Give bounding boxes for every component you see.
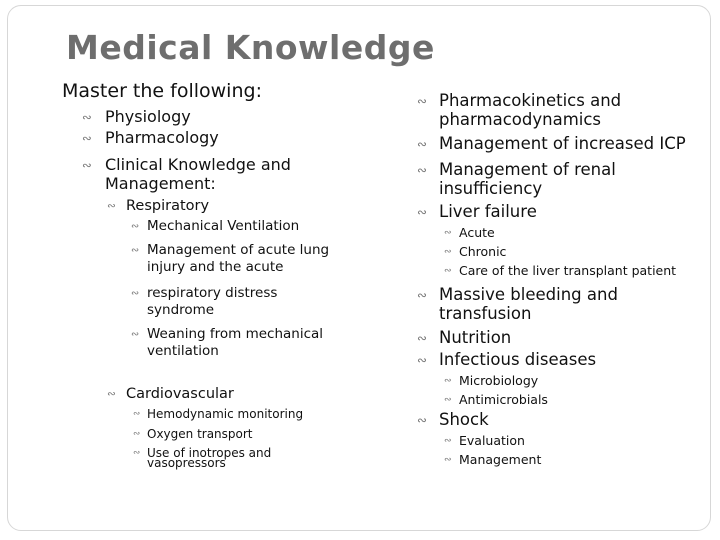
item-text: respiratory distress <box>147 285 278 301</box>
item-text-cont: insufficiency <box>439 178 543 198</box>
item-text: Acute <box>459 225 495 240</box>
item-text: Management of renal <box>439 160 616 179</box>
item-text-cont: syndrome <box>147 301 215 318</box>
bullet-item-massive-bleeding <box>417 285 618 323</box>
item-text-cont: Management: <box>105 174 216 193</box>
bullet-icon: ∾ <box>417 352 427 367</box>
bullet-icon: ∾ <box>133 447 141 458</box>
bullet-icon: ∾ <box>417 287 427 302</box>
bullet-item-chronic <box>444 244 507 259</box>
bullet-icon: ∾ <box>444 375 452 386</box>
item-text: Hemodynamic monitoring <box>147 407 304 421</box>
bullet-item-nutrition <box>417 328 512 347</box>
bullet-icon: ∾ <box>444 454 452 465</box>
bullet-icon: ∾ <box>444 435 452 446</box>
slide-title: Medical Knowledge <box>66 28 435 67</box>
bullet-icon: ∾ <box>107 200 116 213</box>
bullet-icon: ∾ <box>107 388 116 401</box>
bullet-icon: ∾ <box>417 204 427 219</box>
bullet-item-hemodynamic <box>133 407 304 421</box>
item-text-cont: pharmacodynamics <box>439 109 602 129</box>
bullet-item-antimicrobials <box>444 392 548 407</box>
bullet-item-mechanical-ventilation <box>131 218 300 234</box>
item-text: Infectious diseases <box>439 350 597 369</box>
item-text: Management <box>459 452 542 467</box>
bullet-icon: ∾ <box>444 265 452 276</box>
bullet-item-cardiovascular <box>107 386 234 402</box>
bullet-icon: ∾ <box>82 130 92 145</box>
bullet-item-oxygen-transport <box>133 427 253 441</box>
bullet-icon: ∾ <box>82 109 92 124</box>
item-text: Weaning from mechanical <box>147 326 324 342</box>
bullet-icon: ∾ <box>444 246 452 257</box>
item-text: Liver failure <box>439 202 537 221</box>
item-text-cont: vasopressors <box>147 456 226 470</box>
bullet-icon: ∾ <box>131 221 140 233</box>
bullet-icon: ∾ <box>417 136 427 151</box>
item-text: Microbiology <box>459 373 539 388</box>
item-text: Management of increased ICP <box>439 134 686 153</box>
item-text: Oxygen transport <box>147 427 253 441</box>
item-text: Physiology <box>105 107 191 126</box>
bullet-item-microbiology <box>444 373 539 388</box>
bullet-item-management <box>444 452 542 467</box>
item-text: Clinical Knowledge and <box>105 155 291 174</box>
bullet-icon: ∾ <box>131 329 140 341</box>
bullet-icon: ∾ <box>444 394 452 405</box>
bullet-icon: ∾ <box>417 162 427 177</box>
bullet-icon: ∾ <box>417 93 427 108</box>
bullet-item-pharmacology <box>82 128 219 147</box>
item-text: Chronic <box>459 244 507 259</box>
intro-text: Master the following: <box>62 80 262 102</box>
bullet-item-respiratory <box>107 198 210 214</box>
bullet-item-weaning <box>131 326 324 359</box>
bullet-item-renal <box>417 160 616 198</box>
item-text: Shock <box>439 410 489 429</box>
item-text-cont: injury and the acute <box>147 258 284 275</box>
bullet-icon: ∾ <box>133 428 141 439</box>
bullet-item-acute-lung-injury <box>131 242 330 275</box>
bullet-item-infectious-diseases <box>417 350 597 369</box>
item-text: Antimicrobials <box>459 392 548 407</box>
item-text: Management of acute lung <box>147 242 330 258</box>
bullet-icon: ∾ <box>82 157 92 172</box>
bullet-item-inotropes <box>133 446 272 470</box>
bullet-icon: ∾ <box>417 330 427 345</box>
item-text: Respiratory <box>126 198 210 214</box>
item-text-cont: transfusion <box>439 303 532 323</box>
item-text: Cardiovascular <box>126 386 234 402</box>
item-text: Care of the liver transplant patient <box>459 263 677 278</box>
bullet-item-icp <box>417 134 686 153</box>
item-text: Use of inotropes and <box>147 446 272 460</box>
item-text: Massive bleeding and <box>439 285 618 304</box>
item-text: Pharmacokinetics and <box>439 91 622 110</box>
bullet-icon: ∾ <box>131 288 140 300</box>
bullet-item-pharmacokinetics <box>417 91 622 129</box>
item-text: Pharmacology <box>105 128 219 147</box>
bullet-icon: ∾ <box>417 412 427 427</box>
bullet-item-physiology <box>82 107 191 126</box>
item-text-cont: ventilation <box>147 342 219 359</box>
bullet-item-acute <box>444 225 495 240</box>
bullet-icon: ∾ <box>133 408 141 419</box>
bullet-item-respiratory-distress <box>131 285 278 318</box>
item-text: Mechanical Ventilation <box>147 218 300 234</box>
bullet-icon: ∾ <box>444 227 452 238</box>
bullet-icon: ∾ <box>131 245 140 257</box>
bullet-item-clinical-knowledge <box>82 155 291 193</box>
item-text: Evaluation <box>459 433 525 448</box>
item-text: Nutrition <box>439 328 512 347</box>
bullet-item-evaluation <box>444 433 525 448</box>
bullet-item-liver-failure <box>417 202 537 221</box>
bullet-item-shock <box>417 410 489 429</box>
bullet-item-liver-transplant <box>444 263 677 278</box>
